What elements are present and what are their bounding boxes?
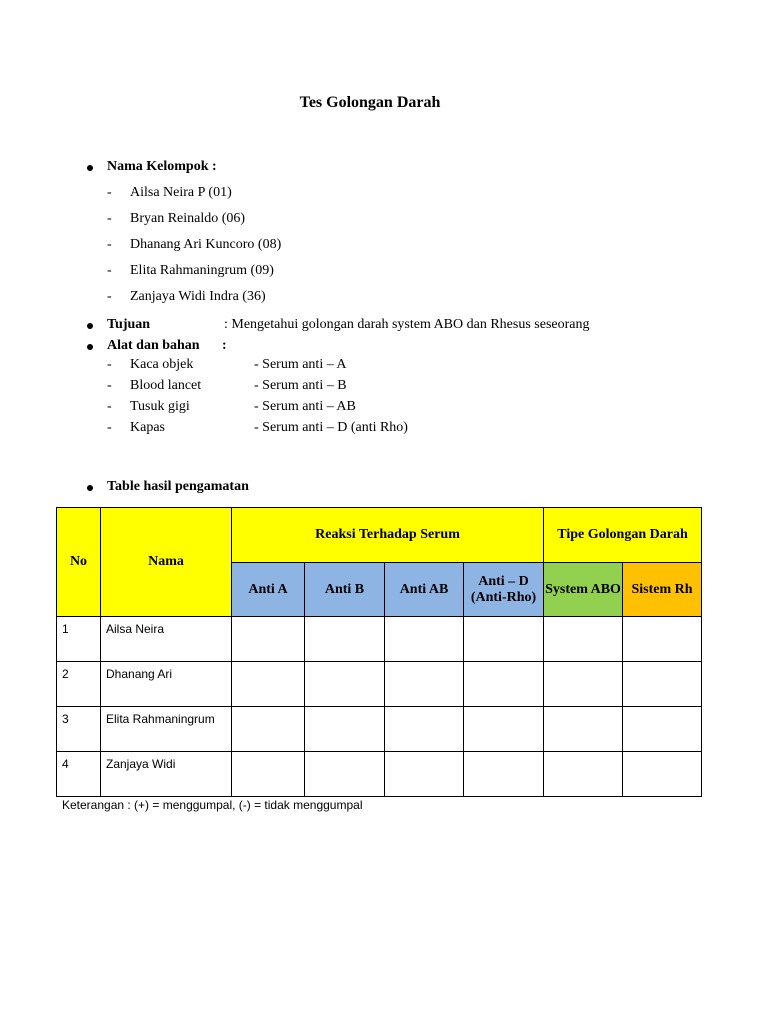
member-item: Zanjaya Widi Indra (36) — [130, 289, 266, 304]
cell-no: 1 — [57, 617, 101, 662]
dash: - — [107, 399, 112, 414]
dash: - — [107, 263, 112, 278]
cell-empty[interactable] — [232, 617, 305, 662]
header-no: No — [57, 508, 101, 617]
alat-item: Kaca objek — [130, 357, 194, 372]
cell-empty[interactable] — [544, 752, 623, 797]
bullet-table — [87, 485, 93, 491]
cell-empty[interactable] — [305, 707, 385, 752]
cell-empty[interactable] — [385, 752, 464, 797]
dash: - — [107, 211, 112, 226]
bahan-item: - Serum anti – B — [254, 378, 347, 393]
cell-empty[interactable] — [623, 752, 702, 797]
cell-no: 3 — [57, 707, 101, 752]
bahan-item: - Serum anti – AB — [254, 399, 356, 414]
dash: - — [107, 185, 112, 200]
table-row — [57, 707, 702, 752]
cell-empty[interactable] — [464, 617, 544, 662]
cell-no: 2 — [57, 662, 101, 707]
cell-empty[interactable] — [305, 662, 385, 707]
dash: - — [107, 237, 112, 252]
table-row — [57, 662, 702, 707]
tujuan-text: : Mengetahui golongan darah system ABO dan Rhesus seseorang — [224, 317, 590, 332]
cell-empty[interactable] — [232, 707, 305, 752]
header-tipe: Tipe Golongan Darah — [544, 508, 702, 563]
alat-item: Blood lancet — [130, 378, 202, 393]
header-system-abo: System ABO — [544, 563, 623, 617]
header-nama: Nama — [101, 508, 232, 617]
alat-item: Kapas — [130, 420, 165, 435]
header-reaksi: Reaksi Terhadap Serum — [232, 508, 544, 563]
table-row — [57, 752, 702, 797]
cell-empty[interactable] — [464, 752, 544, 797]
dash: - — [107, 420, 112, 435]
cell-nama: Zanjaya Widi — [101, 752, 232, 797]
bahan-item: - Serum anti – A — [254, 357, 347, 372]
cell-empty[interactable] — [305, 752, 385, 797]
header-sistem-rh: Sistem Rh — [623, 563, 702, 617]
cell-empty[interactable] — [385, 707, 464, 752]
cell-no: 4 — [57, 752, 101, 797]
cell-empty[interactable] — [232, 662, 305, 707]
cell-nama: Elita Rahmaningrum — [101, 707, 232, 752]
member-item: Dhanang Ari Kuncoro (08) — [130, 237, 282, 252]
cell-empty[interactable] — [464, 707, 544, 752]
dash: - — [107, 357, 112, 372]
member-item: Elita Rahmaningrum (09) — [130, 263, 274, 278]
keterangan: Keterangan : (+) = menggumpal, (-) = tidak menggumpal — [62, 798, 363, 812]
page-title: Tes Golongan Darah — [299, 94, 441, 111]
header-anti-d: Anti – D (Anti-Rho) — [464, 563, 544, 617]
cell-empty[interactable] — [544, 707, 623, 752]
cell-nama: Ailsa Neira — [101, 617, 232, 662]
cell-empty[interactable] — [385, 662, 464, 707]
cell-empty[interactable] — [623, 662, 702, 707]
member-item: Ailsa Neira P (01) — [130, 185, 232, 200]
bullet-alat — [87, 344, 93, 350]
cell-empty[interactable] — [544, 617, 623, 662]
member-item: Bryan Reinaldo (06) — [130, 211, 246, 226]
cell-empty[interactable] — [623, 617, 702, 662]
cell-empty[interactable] — [464, 662, 544, 707]
cell-empty[interactable] — [305, 617, 385, 662]
cell-empty[interactable] — [385, 617, 464, 662]
observation-table — [56, 507, 702, 797]
cell-empty[interactable] — [623, 707, 702, 752]
kelompok-label: Nama Kelompok : — [107, 159, 217, 174]
tujuan-label: Tujuan — [107, 317, 151, 332]
dash: - — [107, 289, 112, 304]
header-anti-ab: Anti AB — [385, 563, 464, 617]
cell-empty[interactable] — [544, 662, 623, 707]
header-anti-b: Anti B — [305, 563, 385, 617]
bullet-kelompok — [87, 165, 93, 171]
cell-nama: Dhanang Ari — [101, 662, 232, 707]
bullet-tujuan — [87, 323, 93, 329]
dash: - — [107, 378, 112, 393]
table-row — [57, 617, 702, 662]
cell-empty[interactable] — [232, 752, 305, 797]
alat-label: Alat dan bahan — [107, 338, 200, 353]
bahan-item: - Serum anti – D (anti Rho) — [254, 420, 408, 435]
header-anti-a: Anti A — [232, 563, 305, 617]
table-label: Table hasil pengamatan — [107, 479, 249, 494]
alat-colon: : — [222, 338, 227, 353]
alat-item: Tusuk gigi — [130, 399, 190, 414]
